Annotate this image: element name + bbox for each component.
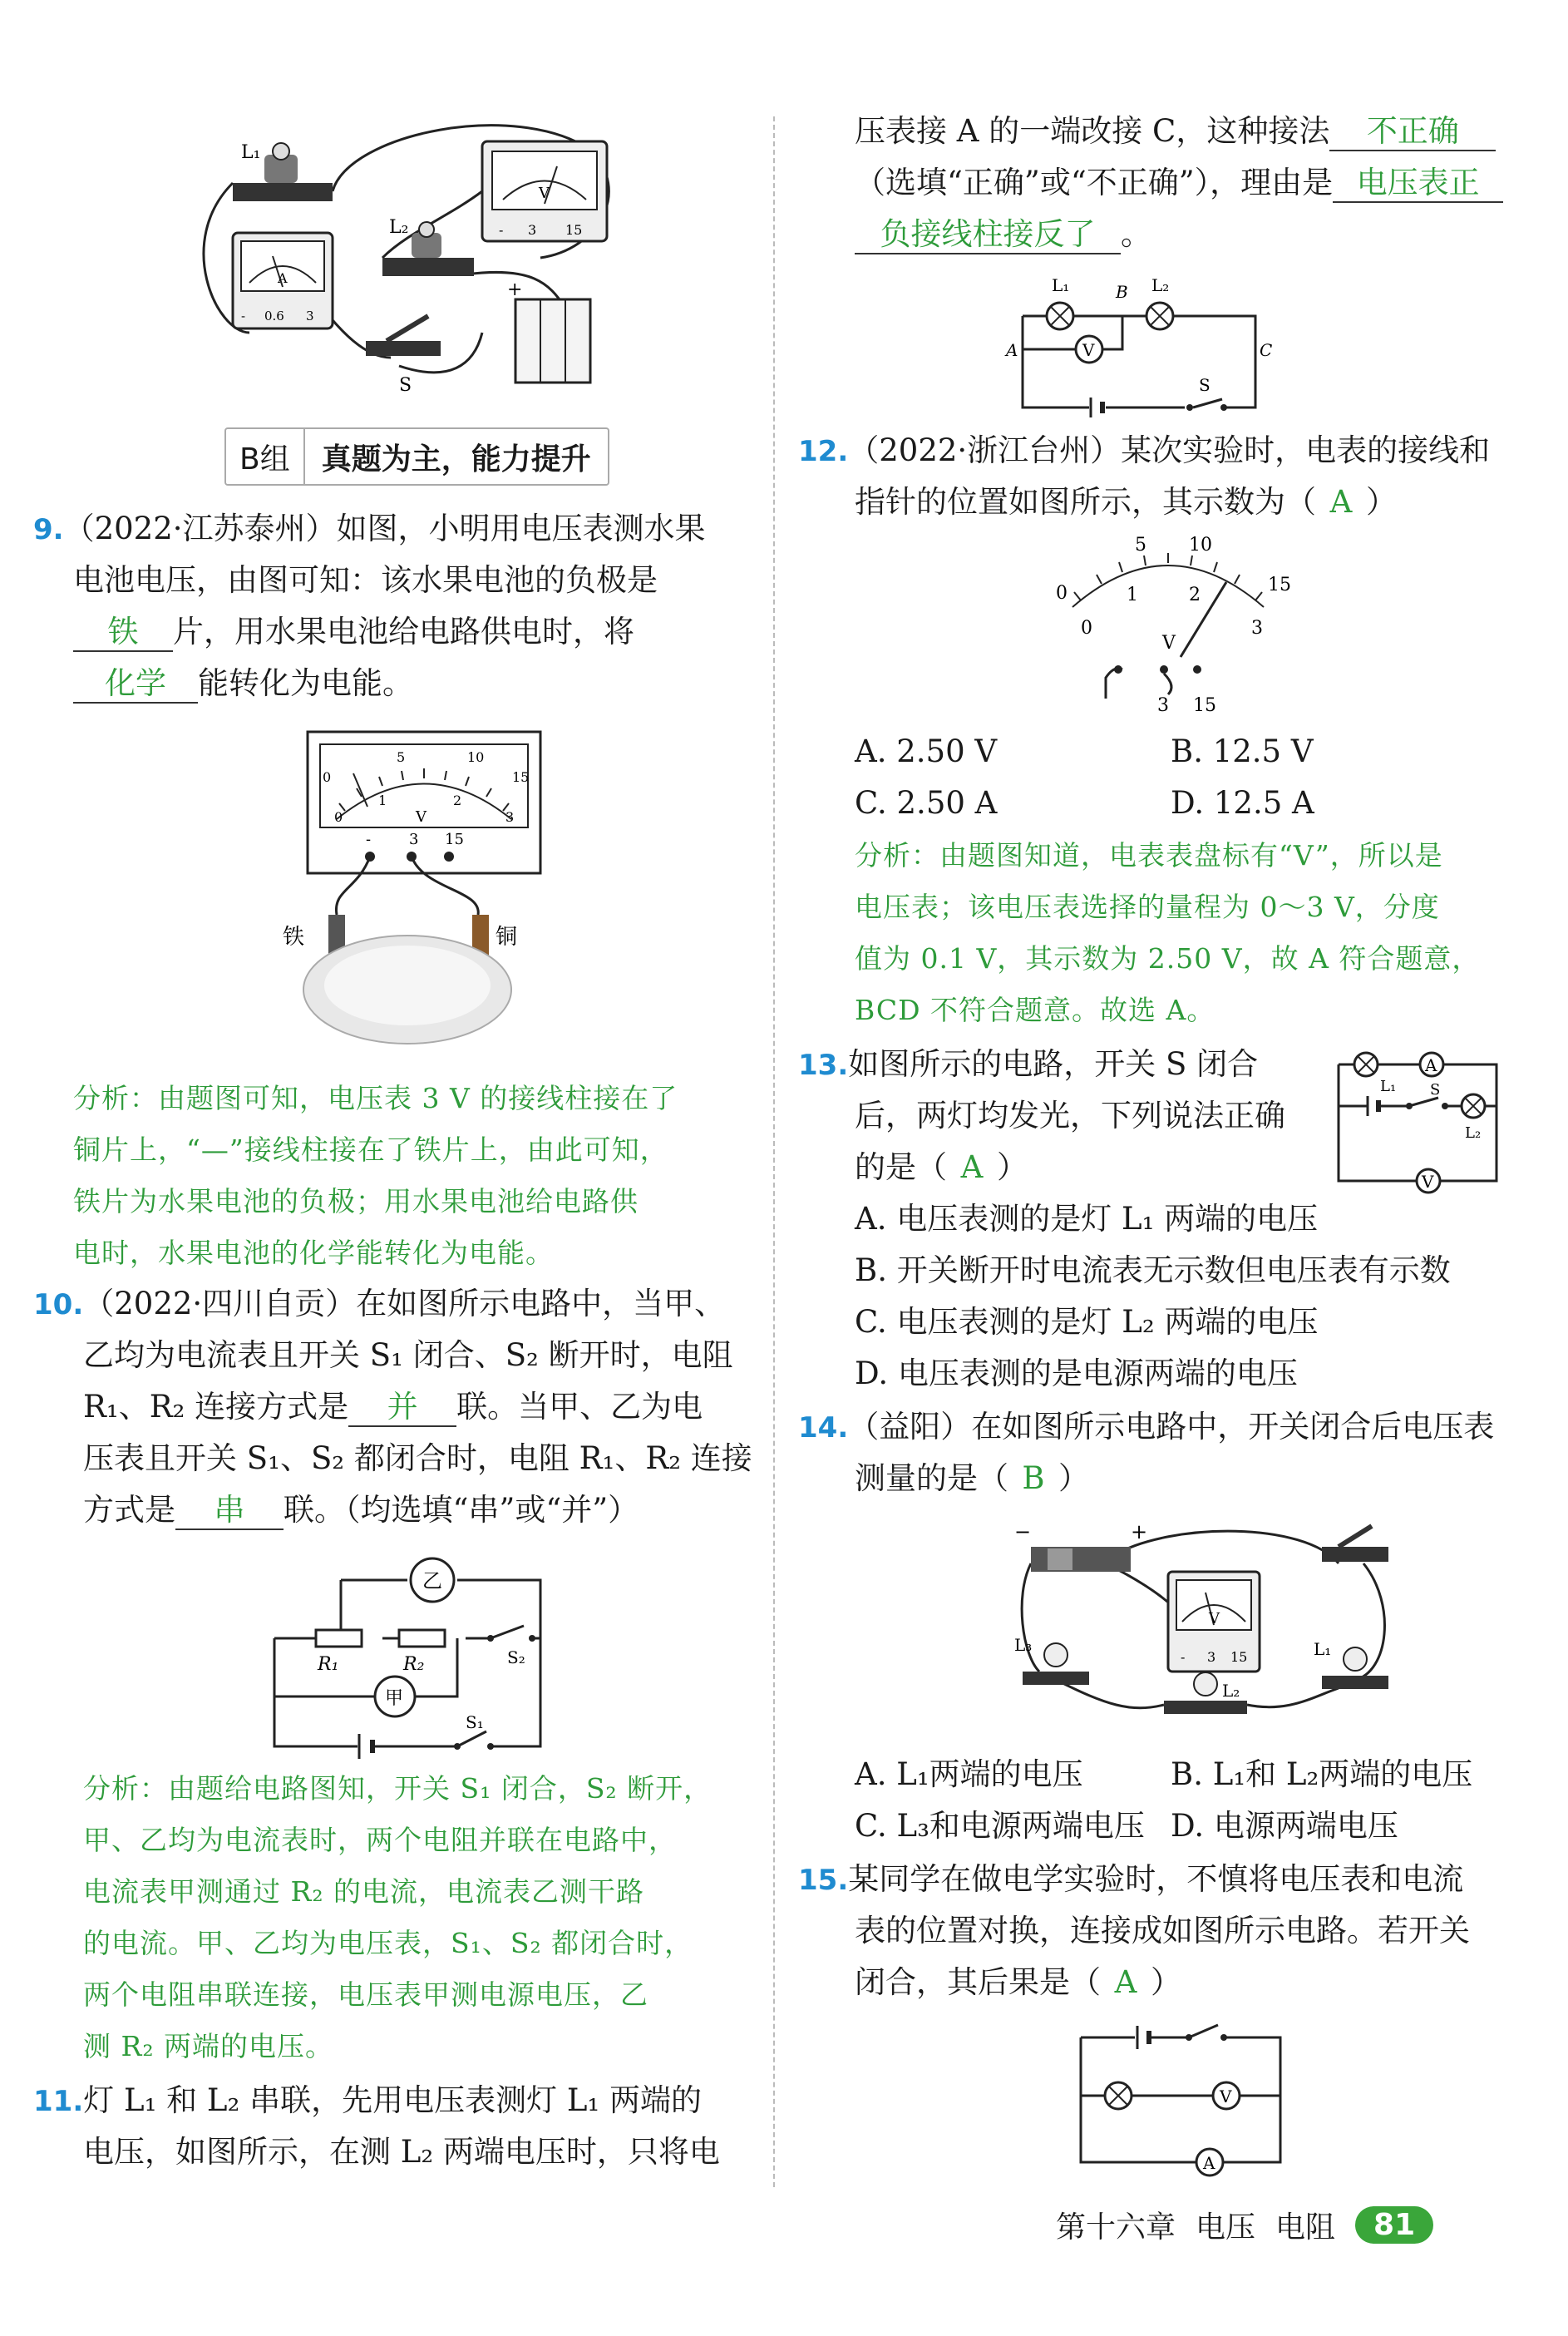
page-footer: [1056, 2204, 1433, 2246]
q13-circuit-figure: [1330, 1040, 1505, 1206]
q14-option-b: B. L₁和 L₂两端的电压: [1171, 1756, 1473, 1792]
q11-answer2b: 负接线柱接反了: [855, 216, 1121, 254]
q9-line2: 电池电压，由图可知：该水果电池的负极是: [73, 562, 658, 598]
q9-number: 9.: [33, 513, 64, 546]
svg-text:3: 3: [1207, 1649, 1216, 1665]
svg-text:L₂: L₂: [1222, 1681, 1240, 1701]
svg-text:15: 15: [1268, 575, 1291, 595]
svg-text:C: C: [1260, 340, 1273, 360]
svg-text:3: 3: [1251, 618, 1263, 639]
q10-fig-jia: 甲: [385, 1688, 404, 1709]
group-b-tag: [224, 427, 609, 486]
svg-text:L₃: L₃: [1014, 1635, 1033, 1655]
q9-analysis-4: 电时，水果电池的化学能转化为电能。: [73, 1237, 554, 1269]
group-label: B组: [226, 429, 305, 484]
q14-option-c: C. L₃和电源两端电压: [855, 1808, 1145, 1844]
q9-fig-copper: 铜: [496, 925, 518, 950]
q12-option-b: B. 12.5 V: [1171, 733, 1314, 769]
footer-title-1: 电压: [1196, 2210, 1256, 2245]
q9-analysis-2: 铜片上，“—”接线柱接在了铁片上，由此可知，: [73, 1133, 668, 1166]
svg-text:L₂: L₂: [1465, 1124, 1482, 1142]
q10-circuit-figure: [266, 1547, 582, 1763]
q12-answer: A: [1329, 484, 1353, 520]
q15-answer: A: [1114, 1964, 1137, 2000]
q9-fruit-battery-figure: [283, 724, 582, 1056]
q9-analysis-1: 分析：由题图可知，电压表 3 V 的接线柱接在了: [73, 1082, 678, 1114]
svg-text:V: V: [1220, 2087, 1232, 2106]
svg-text:10: 10: [467, 749, 485, 765]
svg-text:0: 0: [1056, 583, 1068, 604]
q10-analysis-1: 分析：由题给电路图知，开关 S₁ 闭合，S₂ 断开，: [83, 1772, 713, 1805]
svg-text:+: +: [1131, 1520, 1148, 1543]
q15-number: 15.: [798, 1864, 849, 1897]
q10-line1: 10.（2022·四川自贡）在如图所示电路中，当甲、: [33, 1286, 726, 1321]
svg-text:2: 2: [1189, 585, 1201, 605]
q13-line3: 的是（ A ）: [855, 1143, 1028, 1193]
svg-text:2: 2: [453, 793, 462, 808]
svg-text:3: 3: [505, 809, 515, 825]
q11-line4: （选填“正确”或“不正确”），理由是 电压表正: [855, 158, 1503, 208]
svg-text:0: 0: [334, 809, 343, 825]
svg-text:5: 5: [1135, 535, 1146, 556]
svg-text:S: S: [1430, 1081, 1441, 1099]
svg-text:S: S: [1199, 375, 1211, 395]
q10-line2: 乙均为电流表且开关 S₁ 闭合、S₂ 断开时，电阻: [83, 1337, 733, 1373]
svg-text:V: V: [416, 808, 427, 826]
q9-line1: 9.（2022·江苏泰州）如图，小明用电压表测水果: [33, 511, 706, 546]
q13-number: 13.: [798, 1049, 849, 1082]
q13-option-d: D. 电压表测的是电源两端的电压: [855, 1356, 1298, 1391]
q12-line1: 12.（2022·浙江台州）某次实验时，电表的接线和: [798, 432, 1491, 468]
svg-text:A: A: [1203, 2153, 1215, 2173]
q11-line2: 电压，如图所示，在测 L₂ 两端电压时，只将电: [83, 2134, 720, 2170]
svg-text:-: -: [366, 831, 372, 848]
q9-answer1: 铁: [73, 614, 173, 652]
q15-line1: 15.某同学在做电学实验时，不慎将电压表和电流: [798, 1861, 1464, 1897]
svg-text:0: 0: [1081, 618, 1092, 639]
top-circuit-figure: [200, 116, 665, 399]
q9-fig-iron: 铁: [283, 925, 305, 950]
svg-text:R₂: R₂: [403, 1654, 425, 1675]
q14-line2: 测量的是（ B ）: [855, 1454, 1089, 1504]
top-fig-l2: L₂: [389, 217, 409, 238]
q10-analysis-2: 甲、乙均为电流表时，两个电阻并联在电路中，: [83, 1824, 677, 1856]
q13-answer: A: [960, 1149, 984, 1185]
q12-analysis-1: 分析：由题图知道，电表表盘标有“V”，所以是: [855, 839, 1443, 872]
svg-text:10: 10: [1189, 535, 1212, 556]
svg-text:V: V: [1082, 340, 1095, 360]
group-title: 真题为主，能力提升: [321, 441, 591, 477]
q12-analysis-4: BCD 不符合题意。故选 A。: [855, 994, 1215, 1026]
column-divider: [773, 116, 775, 2187]
q13-option-a: A. 电压表测的是灯 L₁ 两端的电压: [855, 1201, 1319, 1237]
svg-text:15: 15: [1230, 1649, 1248, 1665]
svg-text:B: B: [1116, 282, 1128, 302]
svg-text:1: 1: [378, 793, 387, 808]
svg-text:A: A: [1006, 340, 1018, 360]
svg-text:V: V: [1162, 633, 1176, 654]
q11-answer2a: 电压表正: [1333, 165, 1503, 203]
svg-text:−: −: [1014, 1520, 1032, 1543]
svg-text:A: A: [1425, 1055, 1437, 1075]
svg-text:15: 15: [1193, 695, 1216, 716]
top-fig-v: V: [539, 185, 550, 202]
q14-number: 14.: [798, 1411, 849, 1445]
svg-text:-: -: [1181, 1649, 1186, 1665]
top-fig-l1: L₁: [241, 142, 261, 163]
svg-text:R₁: R₁: [318, 1654, 339, 1675]
q15-line2: 表的位置对换，连接成如图所示电路。若开关: [855, 1913, 1470, 1948]
q15-circuit-figure: [1072, 2013, 1289, 2179]
q12-analysis-2: 电压表；该电压表选择的量程为 0～3 V，分度: [855, 891, 1440, 923]
q12-meter-figure: [1056, 532, 1289, 715]
q11-line1: 11.灯 L₁ 和 L₂ 串联，先用电压表测灯 L₁ 两端的: [33, 2082, 703, 2118]
top-fig-at2: 3: [306, 309, 314, 323]
q10-answer1: 并: [348, 1389, 456, 1427]
q10-analysis-5: 两个电阻串联连接，电压表甲测电源电压，乙: [83, 1978, 648, 2011]
q10-number: 10.: [33, 1288, 84, 1321]
q11-answer1: 不正确: [1329, 113, 1496, 151]
q14-answer: B: [1022, 1460, 1045, 1496]
top-fig-vt1: 3: [528, 222, 537, 238]
svg-text:3: 3: [1157, 695, 1169, 716]
q13-line1: 13.如图所示的电路，开关 S 闭合: [798, 1046, 1259, 1082]
q10-line3: R₁、R₂ 连接方式是 并 联。当甲、乙为电: [83, 1382, 703, 1432]
q14-option-a: A. L₁两端的电压: [855, 1756, 1083, 1792]
top-fig-at1: 0.6: [264, 309, 284, 323]
top-fig-a: A: [278, 270, 288, 286]
top-fig-s: S: [399, 375, 412, 396]
svg-text:V: V: [1422, 1172, 1434, 1192]
q12-line2: 指针的位置如图所示，其示数为（ A ）: [855, 477, 1397, 527]
q11-line3: 压表接 A 的一端改接 C，这种接法 不正确: [855, 106, 1496, 156]
q15-line3: 闭合，其后果是（ A ）: [855, 1958, 1181, 2008]
svg-text:L₂: L₂: [1151, 275, 1170, 295]
page-number: 81: [1355, 2206, 1433, 2244]
q10-analysis-4: 的电流。甲、乙均为电压表，S₁、S₂ 都闭合时，: [83, 1927, 693, 1959]
q10-line5: 方式是 串 联。（均选填“串”或“并”）: [83, 1485, 639, 1535]
top-fig-plus: +: [507, 279, 523, 300]
svg-text:1: 1: [1127, 585, 1138, 605]
svg-text:5: 5: [397, 749, 406, 765]
q12-option-a: A. 2.50 V: [855, 733, 998, 769]
q13-option-b: B. 开关断开时电流表无示数但电压表有示数: [855, 1252, 1451, 1288]
svg-text:15: 15: [512, 769, 530, 785]
q14-option-d: D. 电源两端电压: [1171, 1808, 1398, 1844]
q10-analysis-6: 测 R₂ 两端的电压。: [83, 2030, 334, 2062]
q13-line2: 后，两灯均发光，下列说法正确: [855, 1098, 1285, 1133]
q14-physical-circuit-figure: [1006, 1514, 1405, 1738]
q11-circuit-figure: [1006, 266, 1289, 416]
q10-answer2: 串: [175, 1492, 284, 1530]
q12-option-c: C. 2.50 A: [855, 785, 998, 821]
q11-line5: 负接线柱接反了 。: [855, 210, 1151, 259]
svg-text:3: 3: [409, 831, 419, 848]
footer-title-2: 电阻: [1275, 2210, 1336, 2245]
q11-number: 11.: [33, 2085, 84, 2118]
q10-line4: 压表且开关 S₁、S₂ 都闭合时，电阻 R₁、R₂ 连接: [83, 1440, 752, 1476]
q9-line4: 化学 能转化为电能。: [73, 659, 413, 709]
svg-text:L₁: L₁: [1052, 275, 1070, 295]
svg-text:S₁: S₁: [466, 1712, 484, 1732]
top-fig-vt2: 15: [565, 222, 583, 238]
footer-chapter: 第十六章: [1056, 2210, 1176, 2245]
svg-text:L₁: L₁: [1380, 1078, 1397, 1095]
svg-text:L₁: L₁: [1314, 1639, 1332, 1659]
q12-option-d: D. 12.5 A: [1171, 785, 1314, 821]
q14-line1: 14.（益阳）在如图所示电路中，开关闭合后电压表: [798, 1409, 1495, 1445]
q10-fig-yi: 乙: [422, 1569, 442, 1593]
q12-number: 12.: [798, 435, 849, 468]
svg-text:V: V: [1209, 1610, 1220, 1627]
q10-analysis-3: 电流表甲测通过 R₂ 的电流，电流表乙测干路: [83, 1875, 645, 1908]
q13-option-c: C. 电压表测的是灯 L₂ 两端的电压: [855, 1304, 1319, 1340]
svg-text:0: 0: [323, 769, 332, 785]
top-fig-at0: -: [241, 309, 246, 323]
q12-analysis-3: 值为 0.1 V，其示数为 2.50 V，故 A 符合题意，: [855, 942, 1481, 975]
top-fig-vt0: -: [499, 222, 504, 238]
svg-text:S₂: S₂: [507, 1647, 525, 1667]
q9-line3: 铁 片，用水果电池给电路供电时，将: [73, 607, 634, 657]
svg-text:15: 15: [445, 831, 464, 848]
q9-answer2: 化学: [73, 665, 198, 704]
q9-analysis-3: 铁片为水果电池的负极；用水果电池给电路供: [73, 1185, 639, 1217]
